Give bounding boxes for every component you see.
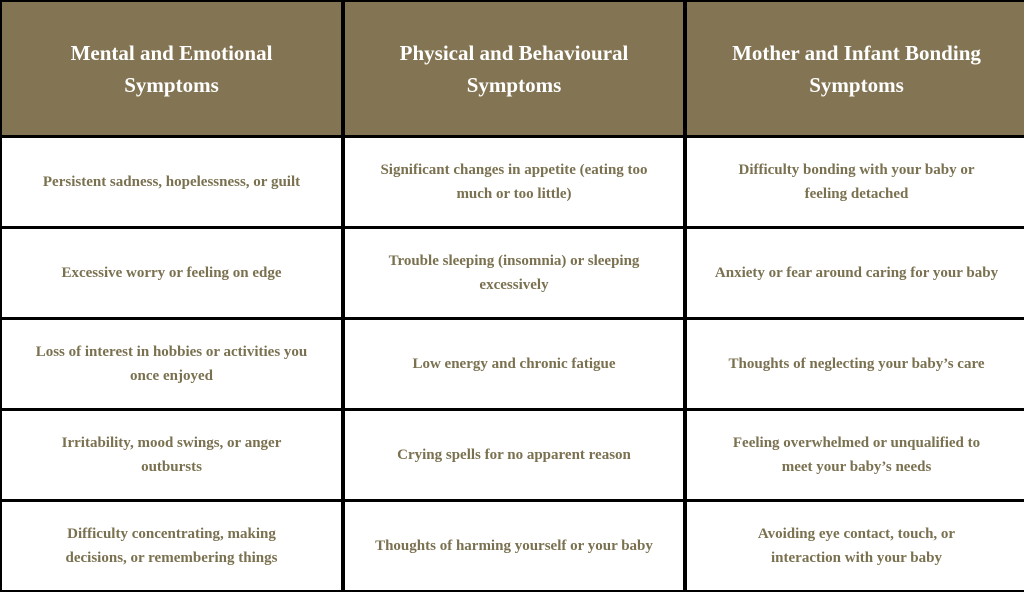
cell-text: Difficulty concentrating, making decisions, or remembering things [65,526,278,566]
table-cell [345,229,683,317]
table-cell [687,138,1024,226]
header-label: Physical and Behavioural Symptoms [399,40,629,97]
table-cell [687,411,1024,499]
cell-text: Persistent sadness, hopelessness, or guilt [42,174,301,190]
header-mental-emotional [2,2,341,135]
table-cell [2,229,341,317]
table-cell [345,320,683,408]
cell-text: Significant changes in appetite (eating too much or too little) [380,162,648,202]
cell-text: Trouble sleeping (insomnia) or sleeping excessively [388,253,640,293]
table-cell [2,502,341,590]
table-cell [345,502,683,590]
cell-text: Low energy and chronic fatigue [412,356,616,372]
cell-text: Irritability, mood swings, or anger outbursts [61,435,282,475]
table-cell [345,411,683,499]
table-cell [687,320,1024,408]
table-cell [687,229,1024,317]
cell-text: Crying spells for no apparent reason [397,447,631,463]
table-cell [2,411,341,499]
header-physical-behavioural [345,2,683,135]
cell-text: Loss of interest in hobbies or activities you once enjoyed [35,344,308,384]
cell-text: Anxiety or fear around caring for your baby [714,265,999,281]
header-label: Mother and Infant Bonding Symptoms [732,40,981,97]
cell-text: Excessive worry or feeling on edge [61,265,282,281]
table-cell [2,138,341,226]
cell-text: Feeling overwhelmed or unqualified to meet your baby’s needs [732,435,981,475]
cell-text: Thoughts of harming yourself or your baby [375,538,653,554]
table-cell [687,502,1024,590]
header-mother-infant-bonding [687,2,1024,135]
cell-text: Thoughts of neglecting your baby’s care [728,356,985,372]
header-label: Mental and Emotional Symptoms [70,40,273,97]
table-cell [2,320,341,408]
table-cell [345,138,683,226]
cell-text: Difficulty bonding with your baby or feeling detached [738,162,975,202]
cell-text: Avoiding eye contact, touch, or interaction with your baby [757,526,956,566]
